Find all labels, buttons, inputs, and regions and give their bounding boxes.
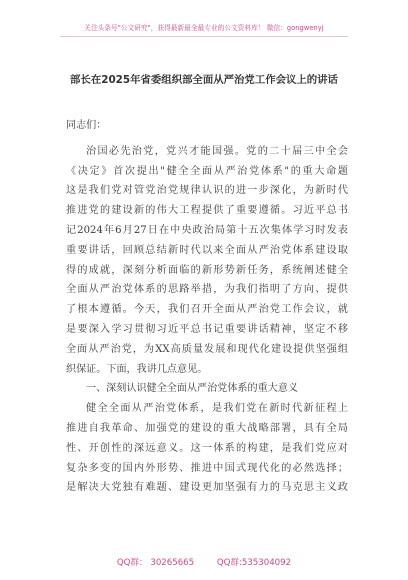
paragraph-line: 是要深入学习贯彻习近平总书记重要讲话精神，坚定不移	[66, 323, 348, 335]
paragraph-line: 性、开创性的深远意义。这一体系的构建，是我们党应对	[66, 442, 348, 454]
header-divider	[60, 36, 348, 37]
paragraph-line: 记2024年6月27日在中央政治局第十五次集体学习时发表	[66, 224, 348, 236]
paragraph-line: 这是我们党对管党治党规律认识的进一步深化，为新时代	[66, 185, 348, 197]
header-promo-note: 关注头条号"公文研究"，获得最新最全最专业的公文资料库！ 微信：gongwenyj	[84, 24, 324, 32]
footer-qq-group-2: QQ群:535304092	[216, 558, 292, 568]
section-heading: 一、深刻认识健全全面从严治党体系的重大意义	[86, 383, 298, 395]
paragraph-line: 推进党的建设新的伟大工程提供了重要遵循。习近平总书	[66, 205, 348, 217]
paragraph-line: 治国必先治党，党兴才能国强。党的二十届三中全会	[86, 145, 348, 157]
paragraph-2	[66, 399, 348, 498]
paragraph-1	[66, 142, 348, 380]
paragraph-line: 健全全面从严治党体系，是我们党在新时代新征程上	[86, 403, 348, 415]
document-body	[66, 116, 348, 498]
paragraph-line: 得的成就，深刻分析面临的新形势新任务，系统阐述健全	[66, 264, 348, 276]
paragraph-line: 全面从严治党，为XX高质量发展和现代化建设提供坚强组	[66, 343, 348, 355]
paragraph-line: 《决定》首次提出"健全全面从严治党体系"的重大命题	[66, 165, 348, 177]
paragraph-line: 重要讲话，回顾总结新时代以来全面从严治党体系建设取	[66, 244, 348, 256]
paragraph-line: 了根本遵循。今天，我们召开全面从严治党工作会议，就	[66, 304, 348, 316]
footer-qq-group-1: QQ群： 30265665	[116, 558, 195, 568]
paragraph-line: 是解决大党独有难题、建设更加坚强有力的马克思主义政	[66, 482, 348, 494]
document-title: 部长在2025年省委组织部全面从严治党工作会议上的讲话	[70, 74, 338, 86]
footer-contact	[0, 556, 408, 568]
paragraph-line: 复杂多变的国内外形势、推进中国式现代化的必然选择；	[66, 462, 348, 474]
salutation: 同志们：	[66, 120, 107, 131]
paragraph-line: 织保证。下面，我讲几点意见。	[66, 363, 208, 375]
paragraph-line: 全面从严治党体系的思路举措，为我们指明了方向、提供	[66, 284, 348, 296]
paragraph-line: 推进自我革命、加强党的建设的重大战略部署，具有全局	[66, 422, 348, 434]
